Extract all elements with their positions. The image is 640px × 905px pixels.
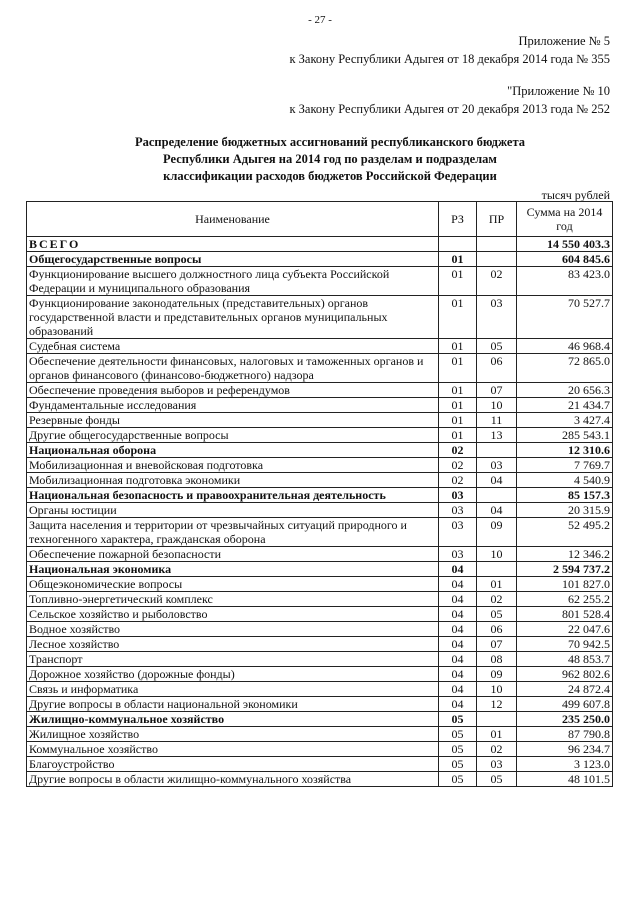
cell-pr	[477, 237, 517, 252]
cell-rz: 02	[439, 473, 477, 488]
cell-name: Жилищно-коммунальное хозяйство	[27, 712, 439, 727]
table-row	[27, 697, 613, 712]
cell-pr: 10	[477, 398, 517, 413]
title-line-3: классификации расходов бюджетов Российской Федерации	[163, 169, 497, 183]
cell-rz: 05	[439, 772, 477, 787]
appendix-5-reference: к Закону Республики Адыгея от 18 декабря 2014 года № 355	[289, 52, 610, 66]
cell-pr: 04	[477, 473, 517, 488]
cell-name: Фундаментальные исследования	[27, 398, 439, 413]
cell-pr: 10	[477, 547, 517, 562]
cell-sum: 3 427.4	[517, 413, 613, 428]
table-row	[27, 667, 613, 682]
cell-rz: 01	[439, 252, 477, 267]
cell-sum: 962 802.6	[517, 667, 613, 682]
cell-rz: 05	[439, 742, 477, 757]
cell-name: Транспорт	[27, 652, 439, 667]
table-row	[27, 577, 613, 592]
cell-name: Сельское хозяйство и рыболовство	[27, 607, 439, 622]
cell-pr	[477, 562, 517, 577]
title-line-1: Распределение бюджетных ассигнований республиканского бюджета	[135, 135, 525, 149]
table-row	[27, 592, 613, 607]
cell-name: Водное хозяйство	[27, 622, 439, 637]
cell-name: Коммунальное хозяйство	[27, 742, 439, 757]
cell-sum: 101 827.0	[517, 577, 613, 592]
cell-sum: 24 872.4	[517, 682, 613, 697]
cell-pr: 06	[477, 354, 517, 383]
cell-rz: 01	[439, 267, 477, 296]
cell-name: Национальная оборона	[27, 443, 439, 458]
table-row	[27, 607, 613, 622]
appendix-10-label: "Приложение № 10	[507, 84, 610, 98]
cell-pr: 10	[477, 682, 517, 697]
table-row	[27, 413, 613, 428]
cell-sum: 85 157.3	[517, 488, 613, 503]
cell-pr: 12	[477, 697, 517, 712]
table-row	[27, 518, 613, 547]
page-number: - 27 -	[308, 14, 332, 26]
table-row	[27, 757, 613, 772]
cell-pr: 04	[477, 503, 517, 518]
cell-name: Другие вопросы в области жилищно-коммунального хозяйства	[27, 772, 439, 787]
cell-sum: 12 346.2	[517, 547, 613, 562]
header-sum: Сумма на 2014 год	[517, 202, 613, 237]
cell-name: Обеспечение пожарной безопасности	[27, 547, 439, 562]
table-row	[27, 547, 613, 562]
cell-pr: 08	[477, 652, 517, 667]
cell-rz: 01	[439, 383, 477, 398]
cell-sum: 20 315.9	[517, 503, 613, 518]
cell-sum: 21 434.7	[517, 398, 613, 413]
cell-name: Другие вопросы в области национальной экономики	[27, 697, 439, 712]
cell-name: Дорожное хозяйство (дорожные фонды)	[27, 667, 439, 682]
cell-sum: 48 101.5	[517, 772, 613, 787]
cell-name: Мобилизационная подготовка экономики	[27, 473, 439, 488]
cell-rz: 04	[439, 697, 477, 712]
cell-name: Топливно-энергетический комплекс	[27, 592, 439, 607]
units-label: тысяч рублей	[541, 188, 610, 202]
table-row	[27, 443, 613, 458]
cell-pr: 09	[477, 667, 517, 682]
cell-rz: 03	[439, 488, 477, 503]
table-row	[27, 296, 613, 339]
cell-pr: 01	[477, 727, 517, 742]
cell-rz: 03	[439, 503, 477, 518]
appendix-10-heading	[289, 82, 610, 118]
table-row	[27, 354, 613, 383]
cell-name: Общеэкономические вопросы	[27, 577, 439, 592]
cell-rz: 01	[439, 296, 477, 339]
appendix-10-reference: к Закону Республики Адыгея от 20 декабря 2013 года № 252	[289, 102, 610, 116]
table-row	[27, 727, 613, 742]
cell-rz: 04	[439, 607, 477, 622]
table-row	[27, 682, 613, 697]
cell-rz: 01	[439, 398, 477, 413]
cell-sum: 22 047.6	[517, 622, 613, 637]
cell-rz: 04	[439, 667, 477, 682]
cell-name: Органы юстиции	[27, 503, 439, 518]
table-row	[27, 772, 613, 787]
cell-pr: 05	[477, 772, 517, 787]
cell-sum: 285 543.1	[517, 428, 613, 443]
cell-pr	[477, 488, 517, 503]
header-name: Наименование	[27, 202, 439, 237]
document-title	[60, 134, 600, 185]
cell-pr	[477, 252, 517, 267]
cell-pr: 09	[477, 518, 517, 547]
cell-pr: 05	[477, 339, 517, 354]
cell-name: Общегосударственные вопросы	[27, 252, 439, 267]
table-row	[27, 622, 613, 637]
cell-name: Национальная экономика	[27, 562, 439, 577]
cell-rz: 04	[439, 682, 477, 697]
cell-rz: 01	[439, 354, 477, 383]
cell-pr: 02	[477, 742, 517, 757]
cell-rz	[439, 237, 477, 252]
cell-pr: 03	[477, 458, 517, 473]
cell-sum: 4 540.9	[517, 473, 613, 488]
cell-sum: 14 550 403.3	[517, 237, 613, 252]
cell-sum: 499 607.8	[517, 697, 613, 712]
cell-sum: 801 528.4	[517, 607, 613, 622]
cell-rz: 01	[439, 413, 477, 428]
table-body	[27, 237, 613, 787]
cell-pr: 03	[477, 757, 517, 772]
cell-name: Защита населения и территории от чрезвычайных ситуаций природного и техногенного характера, гражданская оборона	[27, 518, 439, 547]
cell-pr: 05	[477, 607, 517, 622]
table-row	[27, 562, 613, 577]
cell-rz: 02	[439, 443, 477, 458]
appendix-5-label: Приложение № 5	[518, 34, 610, 48]
cell-sum: 46 968.4	[517, 339, 613, 354]
cell-name: Лесное хозяйство	[27, 637, 439, 652]
cell-rz: 05	[439, 727, 477, 742]
cell-pr: 01	[477, 577, 517, 592]
cell-name: Национальная безопасность и правоохранительная деятельность	[27, 488, 439, 503]
cell-pr	[477, 712, 517, 727]
cell-rz: 05	[439, 712, 477, 727]
cell-name: Резервные фонды	[27, 413, 439, 428]
cell-pr	[477, 443, 517, 458]
table-row	[27, 339, 613, 354]
cell-name: Мобилизационная и вневойсковая подготовка	[27, 458, 439, 473]
appendix-5-heading	[289, 32, 610, 68]
cell-name: Функционирование законодательных (представительных) органов государственной власти и представительных органов муниципальных образований	[27, 296, 439, 339]
table-row	[27, 488, 613, 503]
table-row	[27, 428, 613, 443]
cell-rz: 01	[439, 339, 477, 354]
cell-pr: 06	[477, 622, 517, 637]
cell-name: Обеспечение деятельности финансовых, налоговых и таможенных органов и органов финансового (финансово-бюджетного) надзора	[27, 354, 439, 383]
cell-name: Судебная система	[27, 339, 439, 354]
cell-sum: 48 853.7	[517, 652, 613, 667]
table-row	[27, 742, 613, 757]
header-rz: РЗ	[439, 202, 477, 237]
cell-sum: 3 123.0	[517, 757, 613, 772]
table-row	[27, 503, 613, 518]
cell-rz: 04	[439, 622, 477, 637]
cell-pr: 02	[477, 267, 517, 296]
cell-name: Другие общегосударственные вопросы	[27, 428, 439, 443]
cell-rz: 03	[439, 547, 477, 562]
cell-rz: 04	[439, 637, 477, 652]
cell-pr: 02	[477, 592, 517, 607]
cell-sum: 7 769.7	[517, 458, 613, 473]
cell-name: Благоустройство	[27, 757, 439, 772]
cell-sum: 20 656.3	[517, 383, 613, 398]
cell-rz: 04	[439, 562, 477, 577]
table-row	[27, 473, 613, 488]
budget-table	[26, 201, 613, 787]
cell-sum: 604 845.6	[517, 252, 613, 267]
cell-name: Связь и информатика	[27, 682, 439, 697]
header-pr: ПР	[477, 202, 517, 237]
cell-rz: 04	[439, 652, 477, 667]
cell-name: Обеспечение проведения выборов и референдумов	[27, 383, 439, 398]
cell-rz: 05	[439, 757, 477, 772]
cell-sum: 70 942.5	[517, 637, 613, 652]
cell-sum: 235 250.0	[517, 712, 613, 727]
table-header-row	[27, 202, 613, 237]
cell-name: Жилищное хозяйство	[27, 727, 439, 742]
table-row	[27, 652, 613, 667]
title-line-2: Республики Адыгея на 2014 год по разделам и подразделам	[163, 152, 497, 166]
table-row	[27, 637, 613, 652]
table-row	[27, 712, 613, 727]
table-row	[27, 267, 613, 296]
cell-rz: 01	[439, 428, 477, 443]
table-row	[27, 252, 613, 267]
table-row	[27, 458, 613, 473]
table-row	[27, 237, 613, 252]
cell-pr: 03	[477, 296, 517, 339]
table-row	[27, 383, 613, 398]
cell-sum: 12 310.6	[517, 443, 613, 458]
cell-sum: 87 790.8	[517, 727, 613, 742]
cell-rz: 03	[439, 518, 477, 547]
cell-sum: 72 865.0	[517, 354, 613, 383]
cell-pr: 13	[477, 428, 517, 443]
cell-sum: 2 594 737.2	[517, 562, 613, 577]
cell-sum: 96 234.7	[517, 742, 613, 757]
cell-rz: 04	[439, 577, 477, 592]
cell-sum: 83 423.0	[517, 267, 613, 296]
cell-rz: 02	[439, 458, 477, 473]
cell-rz: 04	[439, 592, 477, 607]
cell-sum: 52 495.2	[517, 518, 613, 547]
cell-sum: 62 255.2	[517, 592, 613, 607]
cell-pr: 07	[477, 637, 517, 652]
cell-sum: 70 527.7	[517, 296, 613, 339]
table-row	[27, 398, 613, 413]
cell-name: ВСЕГО	[27, 237, 439, 252]
cell-pr: 07	[477, 383, 517, 398]
cell-name: Функционирование высшего должностного лица субъекта Российской Федерации и муниципального образования	[27, 267, 439, 296]
cell-pr: 11	[477, 413, 517, 428]
